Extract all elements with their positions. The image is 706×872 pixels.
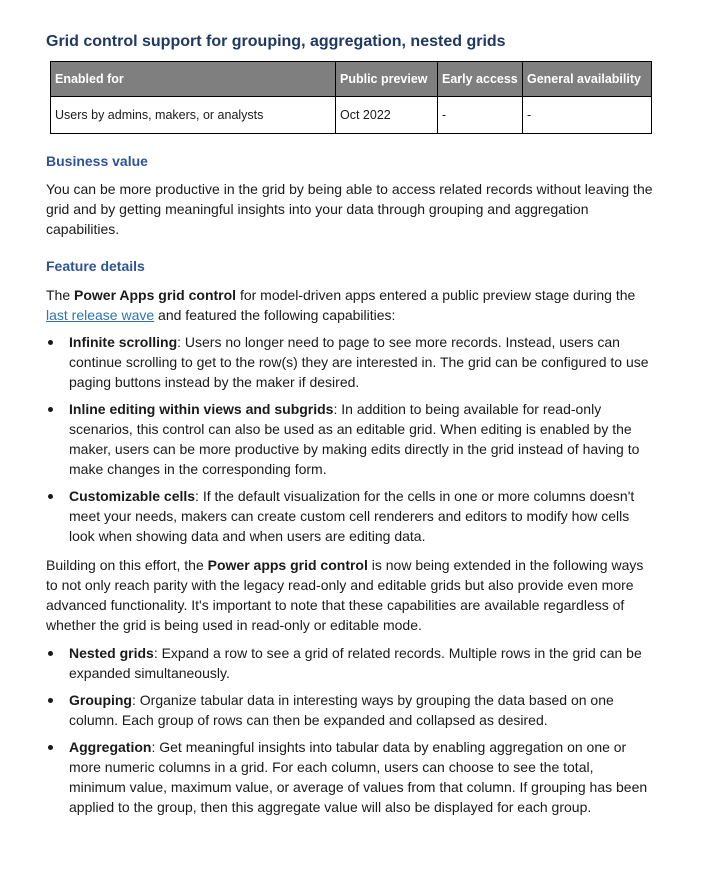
- list-item-text: : Organize tabular data in interesting ways by grouping the data based on one column. Each group of rows can then be expanded and collapsed as desired.: [69, 692, 614, 728]
- list-item-text: : Get meaningful insights into tabular data by enabling aggregation on one or more numeric columns in a grid. For each column, users can choose to see the total, minimum value, maximum value, or average of values from that column. If grouping has been applied to the group, then this aggregate value will also be displayed for each group.: [69, 739, 648, 815]
- business-value-text: You can be more productive in the grid by being able to access related records without leaving the grid and by getting meaningful insights into your data through grouping and aggregation capabilities.: [46, 181, 653, 237]
- building-product-name: Power apps grid control: [207, 557, 368, 573]
- building-post: is now being extended in the following ways to not only reach parity with the legacy read-only and editable grids but also provide even more advanced functionality. It's important to note that these capabilities are available regardless of whether the grid is being used in read-only or editable mode.: [46, 557, 644, 633]
- list-item: [46, 643, 654, 683]
- table-header-row: [51, 62, 652, 97]
- feature-details-heading: Feature details: [46, 258, 145, 274]
- page-title: Grid control support for grouping, aggregation, nested grids: [46, 33, 506, 50]
- list-item-text: : Expand a row to see a grid of related records. Multiple rows in the grid can be expanded simultaneously.: [69, 645, 642, 681]
- cell-early-access: -: [438, 97, 523, 134]
- list-item-term: Infinite scrolling: [69, 334, 178, 350]
- cell-general-availability: -: [523, 97, 652, 134]
- header-public-preview: Public preview: [336, 62, 438, 97]
- last-release-wave-link[interactable]: last release wave: [46, 307, 155, 323]
- list-item-text: : If the default visualization for the cells in one or more columns doesn't meet your needs, makers can create custom cell renderers and editors to modify how cells look when showing data and when users are editing data.: [69, 488, 635, 544]
- building-pre: Building on this effort, the: [46, 557, 208, 573]
- list-item: [46, 737, 654, 817]
- intro-post: and featured the following capabilities:: [154, 307, 396, 323]
- intro-product-name: Power Apps grid control: [74, 287, 237, 303]
- list-item-term: Grouping: [69, 692, 132, 708]
- list-item: [46, 399, 654, 479]
- intro-pre: The: [46, 287, 75, 303]
- list-item: [46, 690, 654, 730]
- building-paragraph: [46, 555, 658, 635]
- extensions-list: [46, 643, 658, 824]
- list-item: [46, 486, 654, 546]
- list-item: [46, 332, 654, 392]
- list-item-text: : In addition to being available for read-only scenarios, this control can also be used as an editable grid. When editing is enabled by the maker, users can be more productive by making edits directly in the grid instead of having to make changes in the corresponding form.: [69, 401, 640, 477]
- list-item-term: Aggregation: [69, 739, 152, 755]
- header-general-availability: General availability: [523, 62, 652, 97]
- cell-public-preview: Oct 2022: [336, 97, 438, 134]
- list-item-text: : Users no longer need to page to see more records. Instead, users can continue scrolling to get to the row(s) they are interested in. The grid can be configured to use paging buttons instead by the maker if desired.: [69, 334, 649, 390]
- intro-mid: for model-driven apps entered a public preview stage during the: [236, 287, 636, 303]
- list-item-term: Customizable cells: [69, 488, 196, 504]
- header-early-access: Early access: [438, 62, 523, 97]
- business-value-heading: Business value: [46, 153, 148, 169]
- capabilities-list: [46, 332, 658, 553]
- table-row: [51, 97, 652, 134]
- feature-intro: [46, 285, 658, 325]
- list-item-term: Nested grids: [69, 645, 154, 661]
- availability-table: [50, 61, 652, 134]
- list-item-term: Inline editing within views and subgrids: [69, 401, 334, 417]
- header-enabled-for: Enabled for: [51, 62, 336, 97]
- cell-enabled-for: Users by admins, makers, or analysts: [51, 97, 336, 134]
